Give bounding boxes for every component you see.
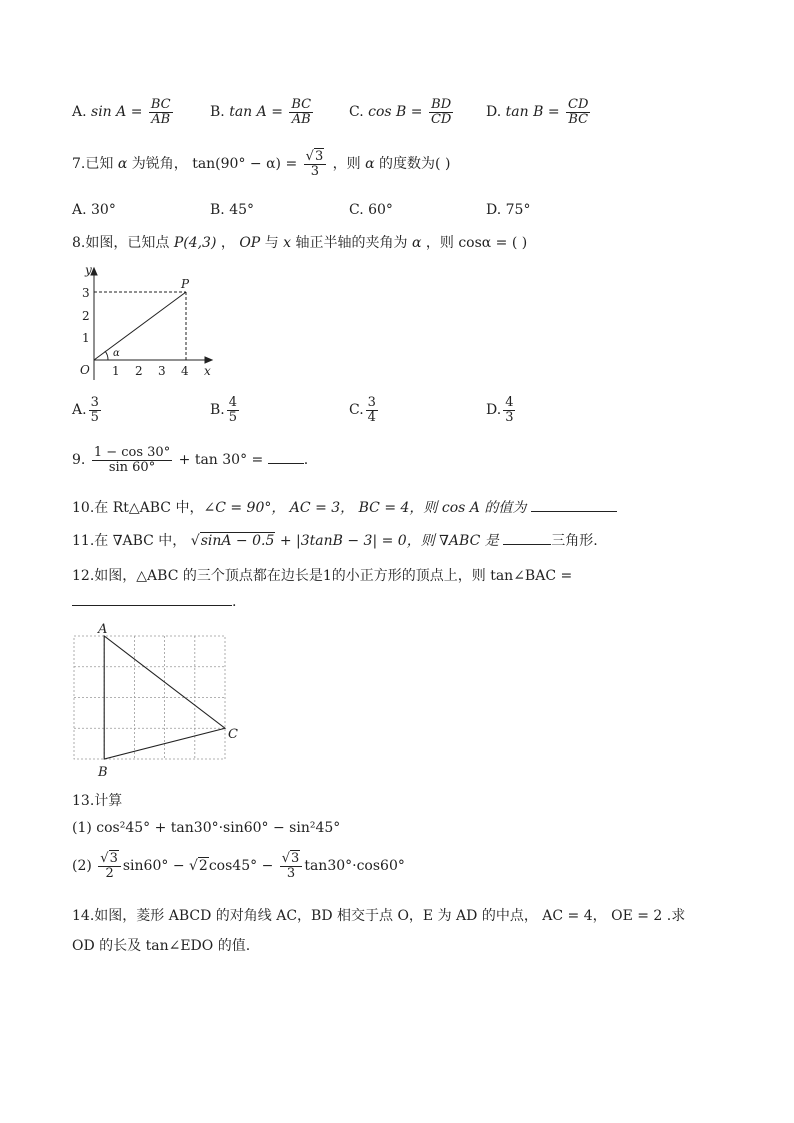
y-arrow-icon xyxy=(91,268,97,275)
q6-option-a: A. sin A = $\frac{BC}{AB}$ xyxy=(72,97,171,127)
q7-option-a: A. 30° xyxy=(72,202,116,218)
q12-stem: 12.如图，△ABC 的三个顶点都在边长是1的小正方形的顶点上，则 tan∠BAC = xyxy=(72,568,573,584)
q6-option-b: B. tan A = $\frac{BC}{AB}$ xyxy=(210,97,312,127)
x-tick: 1 xyxy=(112,364,120,378)
x-tick: 3 xyxy=(158,364,166,378)
y-tick: 2 xyxy=(82,309,90,323)
q10: 10.在 Rt△ABC 中，∠C = 90°， AC = 3， BC = 4，则 cos A 的值为 xyxy=(72,497,617,517)
q6-option-d: D. tan B = $\frac{CD}{BC}$ xyxy=(486,97,589,127)
q8-coordinate-figure xyxy=(70,262,220,384)
q8-stem: 8.如图，已知点 P(4,3) ， OP 与 x 轴正半轴的夹角为 α ，则 cosα = ( ) xyxy=(72,235,528,251)
fraction: $\frac{CD}{BC}$ xyxy=(568,97,589,127)
q13-part-2: (2) $\frac{√3}{2}$ sin60° − √2cos45° − $\frac{√3}{3}$ tan30°·cos60° xyxy=(72,851,405,881)
angle-label: α xyxy=(113,348,120,359)
q8-option-a: A. $\frac{3}{5}$ xyxy=(72,395,99,425)
x-label: x xyxy=(204,364,211,378)
q8-option-c: C. $\frac{3}{4}$ xyxy=(349,395,376,425)
q6-option-c: C. cos B = $\frac{BD}{CD}$ xyxy=(349,97,452,127)
q13-title: 13.计算 xyxy=(72,793,123,809)
answer-blank[interactable] xyxy=(268,463,304,464)
q8-option-b: B. $\frac{4}{5}$ xyxy=(210,395,238,425)
fraction: $\frac{BC}{AB}$ xyxy=(150,97,171,127)
vertex-a-label: A xyxy=(98,622,108,637)
x-tick: 4 xyxy=(181,364,189,378)
q9: 9. $\frac{1 - \cos 30^\circ}{\sin 60^\circ}$ + tan 30° = . xyxy=(72,445,309,475)
q6-options xyxy=(72,98,712,138)
sqrt-expression: √sinA − 0.5 xyxy=(190,533,275,549)
y-label: y xyxy=(85,263,92,277)
angle-arc xyxy=(105,351,108,360)
grid-lines xyxy=(74,636,225,759)
q12-answer-line: . xyxy=(72,594,236,610)
q12-grid-figure xyxy=(66,618,250,782)
vertex-c-label: C xyxy=(228,727,238,742)
q7-option-d: D. 75° xyxy=(486,202,531,218)
q11: 11.在 ∇ABC 中， √sinA − 0.5 + |3tanB − 3| = 0，则 ∇ABC 是 三角形. xyxy=(72,533,598,549)
x-tick: 2 xyxy=(135,364,143,378)
q14-line-1: 14.如图，菱形 ABCD 的对角线 AC，BD 相交于点 O，E 为 AD 的中点， AC = 4， OE = 2 .求 xyxy=(72,908,686,924)
segment-op xyxy=(94,292,186,360)
q8-option-d: D. $\frac{4}{3}$ xyxy=(486,395,514,425)
point-p-label: P xyxy=(181,277,190,291)
q7-option-c: C. 60° xyxy=(349,202,393,218)
fraction: $\frac{√3}{2}$ xyxy=(98,852,121,880)
q14-line-2: OD 的长及 tan∠EDO 的值. xyxy=(72,938,251,954)
y-tick: 3 xyxy=(82,286,90,300)
fraction: $\frac{BC}{AB}$ xyxy=(291,97,312,127)
answer-blank[interactable] xyxy=(531,511,617,512)
fraction: $\frac{1 - \cos 30^\circ}{\sin 60^\circ}$ xyxy=(93,445,171,475)
q7-stem: 7.已知 α 为锐角， tan(90° − α) = $\frac{√3}{3}$ ，则 α 的度数为( ) xyxy=(72,149,451,179)
origin-label: O xyxy=(80,363,90,377)
fraction: $\frac{BD}{CD}$ xyxy=(430,97,452,127)
vertex-b-label: B xyxy=(98,765,108,780)
q8-options xyxy=(72,396,712,436)
fraction: $\frac{√3}{3}$ xyxy=(304,150,327,178)
q13-part-1: (1) cos²45° + tan30°·sin60° − sin²45° xyxy=(72,820,341,836)
x-arrow-icon xyxy=(205,357,212,363)
y-tick: 1 xyxy=(82,331,90,345)
q7-option-b: B. 45° xyxy=(210,202,255,218)
answer-blank[interactable] xyxy=(72,605,232,606)
fraction: $\frac{√3}{3}$ xyxy=(280,852,303,880)
answer-blank[interactable] xyxy=(503,544,551,545)
